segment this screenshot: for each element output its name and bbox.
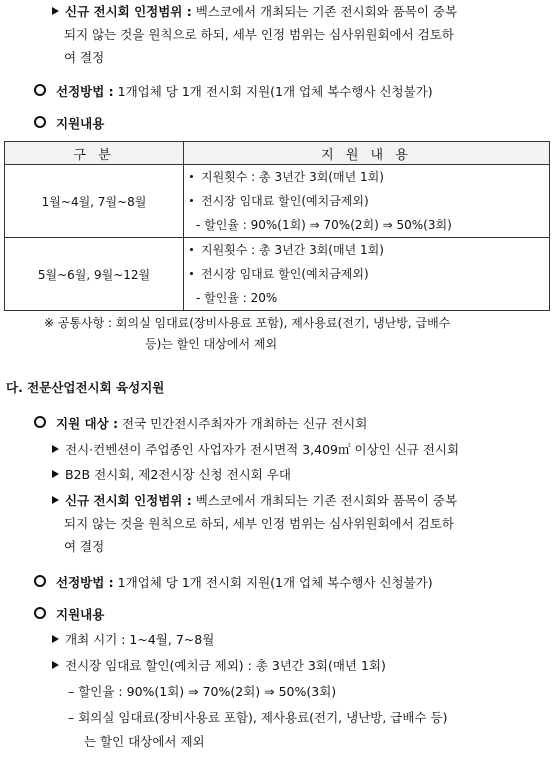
criteria-text-line-2: 되지 않는 것을 원칙으로 하되, 세부 인정 범위는 심사위원회에서 검토하 <box>64 27 454 42</box>
table-header-row <box>5 142 550 165</box>
table-row <box>5 238 550 311</box>
target-item-text: B2B 전시회, 제2전시장 신청 전시회 우대 <box>65 467 291 482</box>
triangle-bullet-icon <box>52 470 59 478</box>
circle-bullet-icon <box>34 116 46 128</box>
period-cell: 1월~4월, 7월~8월 <box>5 165 184 238</box>
triangle-bullet-icon <box>52 635 59 643</box>
content-line: 전시장 임대료 할인(예치금제외) <box>201 267 369 281</box>
target-text: 전국 민간전시주최자가 개최하는 신규 전시회 <box>118 416 368 431</box>
dot-bullet-icon <box>190 248 193 251</box>
content-line: 지원횟수 : 총 3년간 3회(매년 1회) <box>201 243 384 257</box>
criteria-text-line-2: 되지 않는 것을 원칙으로 하되, 세부 인정 범위는 심사위원회에서 검토하 <box>64 516 454 531</box>
support-subitem-text: 회의실 임대료(장비사용료 포함), 제사용료(전기, 냉난방, 급배수 등) <box>78 710 448 725</box>
criteria-line <box>52 2 457 22</box>
method-text: 1개업체 당 1개 전시회 지원(1개 업체 복수행사 신청불가) <box>113 575 433 590</box>
criteria-text-line-3: 여 결정 <box>64 539 105 554</box>
dot-bullet-icon <box>190 175 193 178</box>
method-label: 선정방법 : <box>56 575 114 590</box>
support-subitem <box>68 708 447 728</box>
triangle-bullet-icon <box>52 661 59 669</box>
method-text: 1개업체 당 1개 전시회 지원(1개 업체 복수행사 신청불가) <box>113 84 433 99</box>
method-line <box>34 82 433 102</box>
dot-bullet-icon <box>190 272 193 275</box>
circle-bullet-icon <box>34 607 46 619</box>
dash-bullet-icon: – <box>68 710 79 725</box>
table-note-line-2: 등)는 할인 대상에서 제외 <box>145 337 278 351</box>
support-heading <box>34 114 104 134</box>
support-item-text: 개최 시기 : 1~4월, 7~8월 <box>65 632 215 647</box>
support-item <box>52 656 386 676</box>
table-note-line-1: ※ 공통사항 : 회의실 임대료(장비사용료 포함), 제사용료(전기, 냉난방, 급배수 <box>44 316 451 330</box>
triangle-bullet-icon <box>52 7 59 15</box>
circle-bullet-icon <box>34 416 46 428</box>
triangle-bullet-icon <box>52 496 59 504</box>
support-label: 지원내용 <box>56 116 105 131</box>
support-subitem <box>68 682 336 702</box>
support-subitem-continued: 는 할인 대상에서 제외 <box>84 734 205 749</box>
triangle-bullet-icon <box>52 445 59 453</box>
table-header-period: 구 분 <box>5 142 184 165</box>
target-item-text: 전시·컨벤션이 주업종인 사업자가 전시면적 3,409㎡ 이상인 신규 전시회 <box>65 442 460 457</box>
content-line: 전시장 임대료 할인(예치금제외) <box>201 194 369 208</box>
period-cell: 5월~6월, 9월~12월 <box>5 238 184 311</box>
criteria-text: 벡스코에서 개최되는 기존 전시회와 품목이 중복 <box>191 4 458 19</box>
section-heading: 다. 전문산업전시회 육성지원 <box>6 380 165 395</box>
target-item <box>52 465 291 485</box>
target-label: 지원 대상 : <box>56 416 119 431</box>
support-subitem-text: 할인율 : 90%(1회) ⇒ 70%(2회) ⇒ 50%(3회) <box>78 684 337 699</box>
dash-bullet-icon: – <box>68 684 79 699</box>
content-line: - 할인율 : 20% <box>196 291 278 305</box>
content-line: - 할인율 : 90%(1회) ⇒ 70%(2회) ⇒ 50%(3회) <box>196 218 452 232</box>
support-item <box>52 630 214 650</box>
support-heading <box>34 605 104 625</box>
table-header-content: 지 원 내 용 <box>184 142 550 165</box>
support-label: 지원내용 <box>56 607 105 622</box>
support-item-text: 전시장 임대료 할인(예치금 제외) : 총 3년간 3회(매년 1회) <box>65 658 386 673</box>
support-table <box>4 141 550 311</box>
criteria-label: 신규 전시회 인정범위 : <box>65 493 192 508</box>
target-item <box>52 440 459 460</box>
criteria-line <box>52 491 457 511</box>
circle-bullet-icon <box>34 84 46 96</box>
circle-bullet-icon <box>34 575 46 587</box>
target-line <box>34 414 367 434</box>
method-label: 선정방법 : <box>56 84 114 99</box>
criteria-text-line-3: 여 결정 <box>64 50 105 65</box>
content-line: 지원횟수 : 총 3년간 3회(매년 1회) <box>201 170 384 184</box>
dot-bullet-icon <box>190 199 193 202</box>
content-cell <box>184 238 550 311</box>
criteria-label: 신규 전시회 인정범위 : <box>65 4 192 19</box>
table-row <box>5 165 550 238</box>
content-cell <box>184 165 550 238</box>
method-line <box>34 573 433 593</box>
criteria-text: 벡스코에서 개최되는 기존 전시회와 품목이 중복 <box>191 493 458 508</box>
